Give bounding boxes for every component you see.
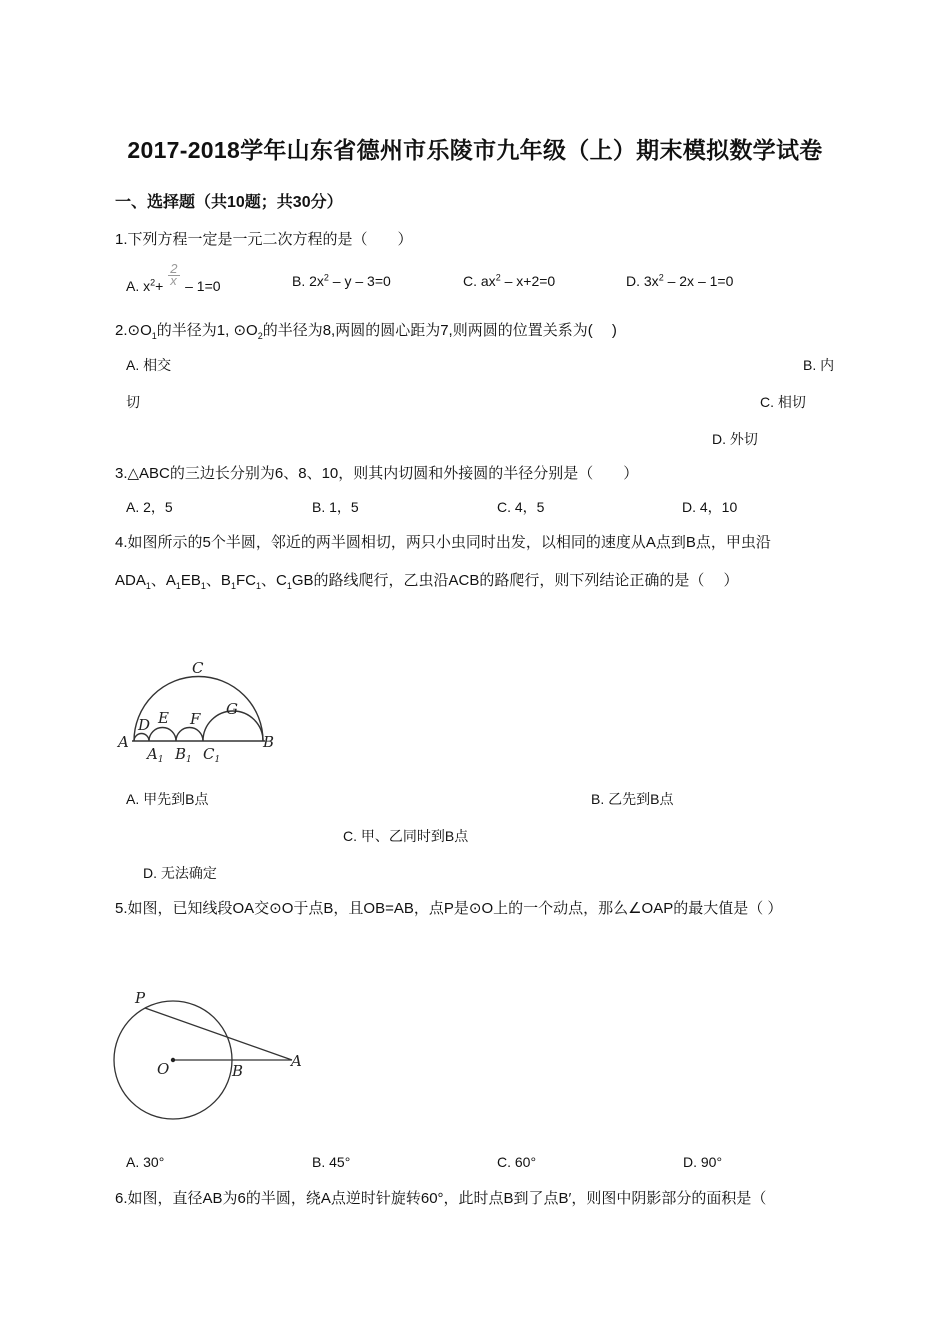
- segment-pa: [145, 1008, 292, 1060]
- label-f: F: [190, 710, 201, 728]
- semicircle-e: [149, 728, 176, 742]
- question-3-stem: 3.△ABC的三边长分别为6、8、10，则其内切圆和外接圆的半径分别是（ ）: [115, 465, 639, 482]
- question-1-option-d: D. $3x^2 - 2x - 1=0$: [626, 272, 734, 289]
- question-1-option-a: A. $x^2+$ $\frac{2}{x}$ – 1=0: [126, 261, 221, 294]
- label-a1: $A_1$: [147, 745, 164, 765]
- label-a: A: [118, 733, 129, 751]
- fraction-2-over-x: $\frac{2}{x}$: [167, 273, 181, 293]
- label-d: D: [138, 716, 151, 734]
- label-c: C: [192, 659, 204, 677]
- question-2-option-b: B. 内: [803, 357, 835, 373]
- question-5-option-a: A. 30°: [126, 1154, 165, 1170]
- label-p: P: [135, 989, 146, 1007]
- question-4-option-b: B. 乙先到B点: [591, 791, 674, 807]
- question-4-option-d: D. 无法确定: [143, 865, 217, 881]
- label-g: G: [226, 700, 238, 718]
- label-o: O: [157, 1060, 170, 1078]
- question-3-option-a: A. 2，5: [126, 499, 173, 515]
- question-2-option-b-wrap: 切: [126, 394, 140, 410]
- label-b: B: [263, 733, 275, 751]
- question-1-option-b: B. $2x^2 - y - 3=0$: [292, 272, 391, 289]
- label-b: B: [232, 1062, 244, 1080]
- question-3-option-b: B. 1，5: [312, 499, 359, 515]
- semicircle-f: [176, 728, 203, 742]
- semicircles-figure: [110, 655, 290, 770]
- question-5-option-d: D. 90°: [683, 1154, 723, 1170]
- question-2-option-c: C. 相切: [760, 394, 806, 410]
- circle-figure: [105, 985, 315, 1130]
- question-1-option-c: C. $ax^2 - x+2=0$: [463, 272, 556, 289]
- label-b1: $B_1$: [175, 745, 192, 765]
- question-2-stem: $2.⊙O_1$的半径为1, $⊙O_2$的半径为8,两圆的圆心距为7,则两圆的位置关系为( ): [115, 322, 617, 341]
- question-6-stem: 6.如图，直径AB为6的半圆，绕A点逆时针旋转60°，此时点B到了点B′，则图中阴影部分的面积是（: [115, 1190, 767, 1207]
- question-4-option-a: A. 甲先到B点: [126, 791, 209, 807]
- question-3-option-c: C. 4，5: [497, 499, 545, 515]
- label-a: A: [291, 1052, 302, 1070]
- question-3-option-d: D. 4，10: [682, 499, 738, 515]
- semicircle-d: [134, 734, 149, 742]
- label-e: E: [158, 709, 169, 727]
- question-5-stem: 5.如图，已知线段OA交⊙O于点B，且OB=AB，点P是⊙O上的一个动点，那么∠OAP的最大值是（ ）: [115, 900, 783, 917]
- section-heading: 一、选择题（共10题；共30分）: [115, 194, 343, 211]
- question-1-stem: 1.下列方程一定是一元二次方程的是（ ）: [115, 231, 413, 248]
- question-2-option-a: A. 相交: [126, 357, 172, 373]
- question-4-stem-line2: $ADA_1$、$A_1EB_1$、$B_1FC_1$、$C_1GB$的路线爬行，乙虫沿ACB的路爬行，则下列结论正确的是（ ）: [115, 572, 739, 591]
- question-4-stem-line1: 4.如图所示的5个半圆，邻近的两半圆相切，两只小虫同时出发，以相同的速度从A点到B点，甲虫沿: [115, 534, 771, 551]
- question-5-option-c: C. 60°: [497, 1154, 537, 1170]
- question-4-option-c: C. 甲、乙同时到B点: [343, 828, 469, 844]
- center-point: [171, 1058, 175, 1062]
- page-title: 2017-2018学年山东省德州市乐陵市九年级（上）期末模拟数学试卷: [127, 137, 823, 163]
- label-c1: $C_1$: [203, 745, 221, 765]
- question-5-option-b: B. 45°: [312, 1154, 351, 1170]
- question-2-option-d: D. 外切: [712, 431, 758, 447]
